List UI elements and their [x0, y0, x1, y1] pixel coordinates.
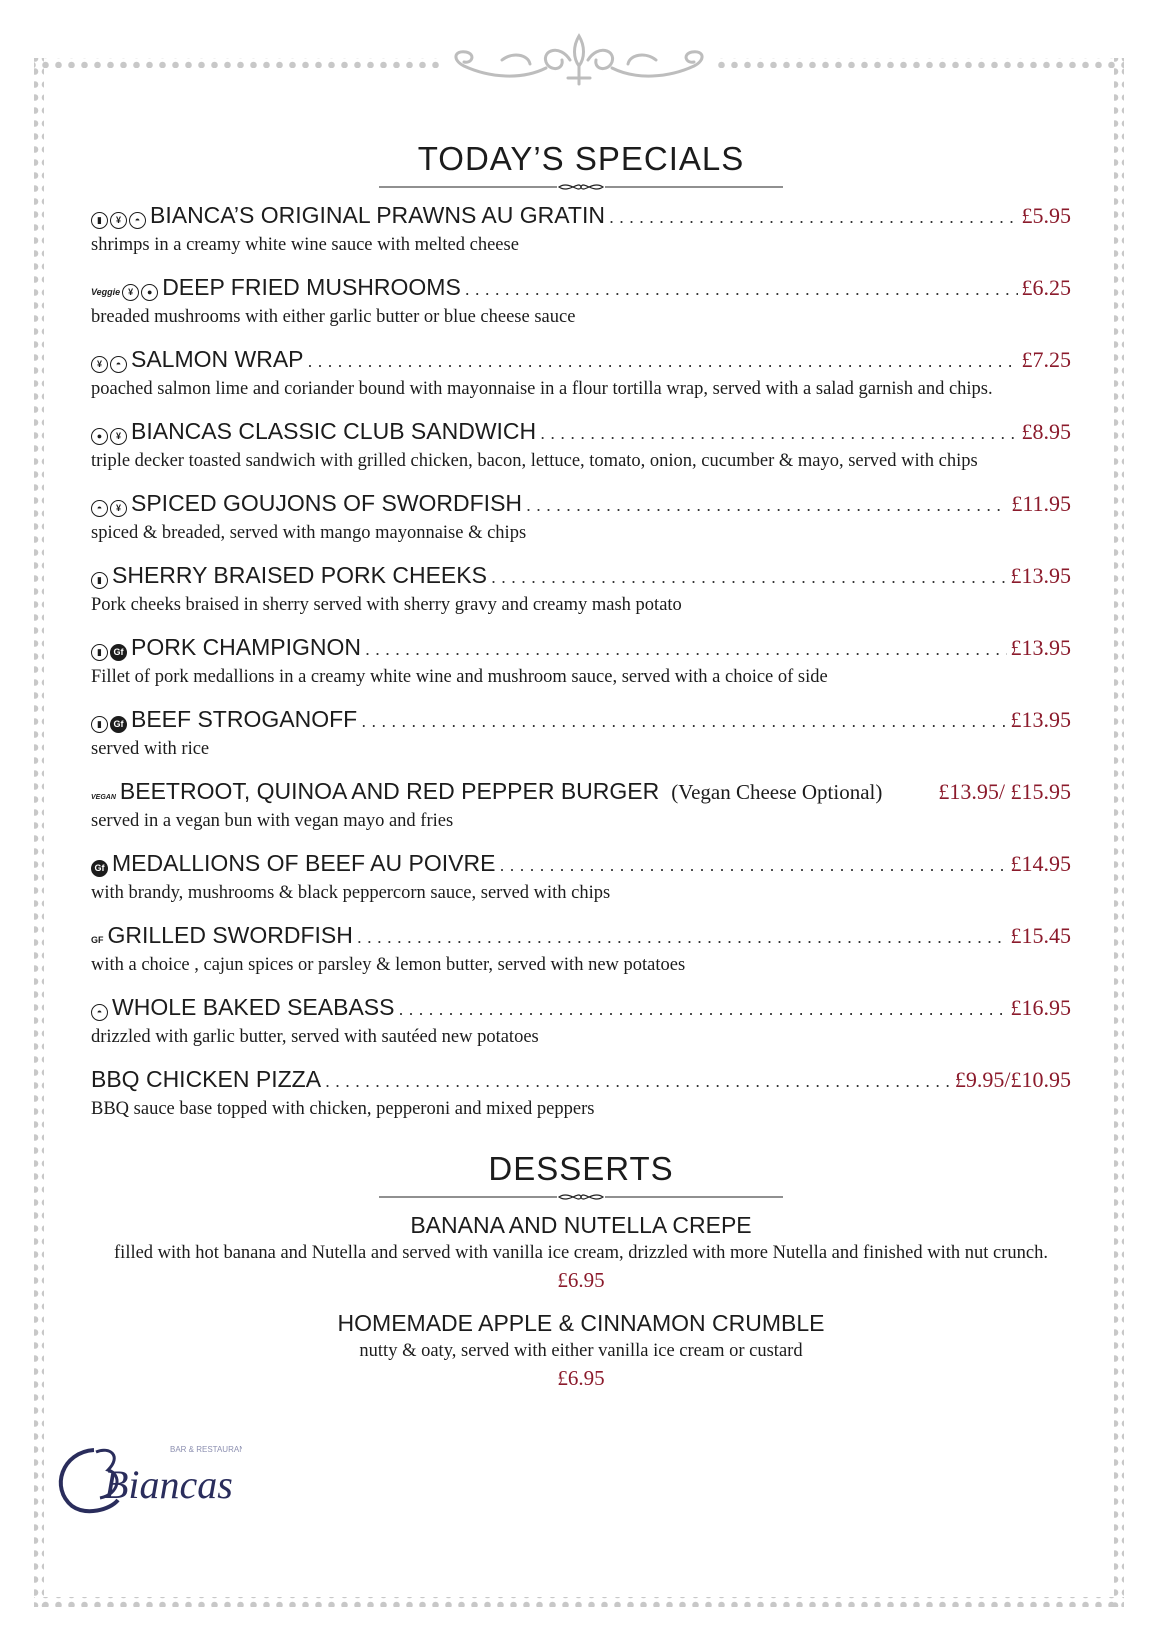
gluten-allergen-icon: ¥	[122, 284, 139, 301]
milk-allergen-icon: ▮	[91, 212, 108, 229]
menu-item-name: BIANCA’S ORIGINAL PRAWNS AU GRATIN	[150, 202, 605, 228]
desserts-title: DESSERTS	[488, 1150, 674, 1187]
menu-item-price: £13.95	[1010, 707, 1071, 732]
menu-item-description: Pork cheeks braised in sherry served with sherry gravy and creamy mash potato	[91, 595, 682, 615]
gluten-allergen-icon: ¥	[110, 500, 127, 517]
menu-item-description: Fillet of pork medallions in a creamy white wine and mushroom sauce, served with a choice of side	[91, 667, 828, 687]
menu-item-description: served with rice	[91, 739, 210, 759]
specials-section	[91, 140, 1071, 1136]
menu-item-name: DEEP FRIED MUSHROOMS	[162, 274, 461, 300]
gluten-free-icon: Gf	[110, 644, 127, 661]
menu-item	[91, 848, 1071, 906]
vegan-icon: VEGAN	[91, 794, 116, 801]
menu-item-price: £7.25	[1021, 347, 1071, 372]
menu-item	[91, 560, 1071, 618]
fish-allergen-icon: ◓	[91, 500, 108, 517]
dot-leader	[361, 706, 1006, 736]
menu-item-price: £15.45	[1010, 923, 1071, 948]
menu-item	[91, 704, 1071, 762]
egg-allergen-icon: ●	[141, 284, 158, 301]
biancas-logo-mark	[52, 1440, 242, 1522]
gluten-free-icon: GF	[91, 935, 104, 945]
menu-item-price: £9.95/£10.95	[954, 1067, 1071, 1092]
gluten-allergen-icon: ¥	[91, 356, 108, 373]
dessert-item	[91, 1210, 1071, 1294]
dessert-item	[91, 1308, 1071, 1392]
menu-item-line	[91, 704, 1071, 736]
dot-leader	[491, 562, 1007, 592]
gluten-allergen-icon: ¥	[110, 428, 127, 445]
menu-item-description: with brandy, mushrooms & black peppercorn sauce, served with chips	[91, 883, 611, 903]
menu-item-line	[91, 416, 1071, 448]
menu-item-line	[91, 776, 1071, 808]
menu-item-price: £5.95	[1021, 203, 1071, 228]
milk-allergen-icon: ▮	[91, 572, 108, 589]
fish-allergen-icon: ◓	[110, 356, 127, 373]
logo-tagline: BAR & RESTAURANT	[170, 1445, 242, 1454]
menu-item-name: BEEF STROGANOFF	[131, 706, 358, 732]
menu-item-description: served in a vegan bun with vegan mayo and fries	[91, 811, 454, 831]
dietary-tags	[91, 500, 127, 517]
menu-item-name: MEDALLIONS OF BEEF AU POIVRE	[112, 850, 496, 876]
menu-item-line	[91, 1064, 1071, 1096]
menu-item	[91, 200, 1071, 258]
menu-item-price: £13.95	[1010, 635, 1071, 660]
menu-item-line	[91, 560, 1071, 592]
specials-title-rule	[379, 180, 783, 194]
menu-item-line	[91, 632, 1071, 664]
dot-leader	[499, 850, 1006, 880]
dot-leader	[357, 922, 1007, 952]
dessert-description: filled with hot banana and Nutella and served with vanilla ice cream, drizzled with more Nutella and finished with nut crunch.	[114, 1243, 1048, 1263]
menu-item-price: £14.95	[1010, 851, 1071, 876]
menu-item	[91, 416, 1071, 474]
menu-item-name: SALMON WRAP	[131, 346, 304, 372]
dessert-price: £6.95	[557, 1366, 605, 1390]
menu-item-description: with a choice , cajun spices or parsley & lemon butter, served with new potatoes	[91, 955, 686, 975]
menu-item-line	[91, 200, 1071, 232]
menu-item	[91, 920, 1071, 978]
menu-item-price: £6.25	[1021, 275, 1071, 300]
dietary-tags	[91, 860, 108, 877]
biancas-logo	[52, 1440, 242, 1522]
menu-item-description: poached salmon lime and coriander bound with mayonnaise in a flour tortilla wrap, served with a salad garnish and chips.	[91, 379, 993, 399]
menu-item-line	[91, 920, 1071, 952]
menu-item-line	[91, 488, 1071, 520]
menu-item-name: WHOLE BAKED SEABASS	[112, 994, 395, 1020]
menu-item-description: triple decker toasted sandwich with grilled chicken, bacon, lettuce, tomato, onion, cucumber & mayo, served with chips	[91, 451, 978, 471]
menu-item	[91, 344, 1071, 402]
dietary-tags	[91, 716, 127, 733]
dessert-description: nutty & oaty, served with either vanilla ice cream or custard	[359, 1341, 803, 1361]
desserts-list	[91, 1210, 1071, 1392]
menu-item-description: breaded mushrooms with either garlic butter or blue cheese sauce	[91, 307, 576, 327]
dessert-price: £6.95	[557, 1268, 605, 1292]
dessert-name: BANANA AND NUTELLA CREPE	[410, 1212, 752, 1238]
dot-leader	[325, 1066, 951, 1096]
dot-leader	[465, 274, 1018, 304]
menu-item-price: £13.95	[1010, 563, 1071, 588]
menu-item	[91, 776, 1071, 834]
menu-item-name: SHERRY BRAISED PORK CHEEKS	[112, 562, 487, 588]
menu-item	[91, 992, 1071, 1050]
menu-item-line	[91, 992, 1071, 1024]
menu-item-description: shrimps in a creamy white wine sauce with melted cheese	[91, 235, 519, 255]
specials-title: TODAY’S SPECIALS	[417, 140, 745, 177]
milk-allergen-icon: ▮	[91, 644, 108, 661]
dietary-tags	[91, 212, 146, 229]
menu-item-price: £8.95	[1021, 419, 1071, 444]
dot-leader	[398, 994, 1006, 1024]
desserts-title-rule	[379, 1190, 783, 1204]
menu-item-price: £13.95/ £15.95	[938, 779, 1071, 804]
header-ornament	[442, 30, 716, 90]
menu-item-note: (Vegan Cheese Optional)	[671, 780, 883, 804]
fish-allergen-icon: ◓	[91, 1004, 108, 1021]
menu-item-price: £11.95	[1011, 491, 1071, 516]
dietary-tags	[91, 572, 108, 589]
dietary-tags	[91, 284, 158, 301]
menu-item-name: PORK CHAMPIGNON	[131, 634, 362, 660]
dietary-tags	[91, 356, 127, 373]
menu-item-name: SPICED GOUJONS OF SWORDFISH	[131, 490, 523, 516]
dietary-tags	[91, 428, 127, 445]
menu-item-description: BBQ sauce base topped with chicken, pepperoni and mixed peppers	[91, 1099, 595, 1119]
menu-item	[91, 272, 1071, 330]
menu-item-name: BBQ CHICKEN PIZZA	[91, 1066, 322, 1092]
dot-leader	[365, 634, 1006, 664]
menu-item-price: £16.95	[1010, 995, 1071, 1020]
gluten-free-icon: Gf	[91, 860, 108, 877]
egg-allergen-icon: ●	[91, 428, 108, 445]
menu-item	[91, 1064, 1071, 1122]
menu-item-name: BIANCAS CLASSIC CLUB SANDWICH	[131, 418, 537, 444]
menu-item	[91, 488, 1071, 546]
milk-allergen-icon: ▮	[91, 716, 108, 733]
logo-wordmark: Biancas	[104, 1462, 233, 1507]
dot-leader	[308, 346, 1018, 376]
dot-leader	[609, 202, 1018, 232]
vegetarian-icon: Veggie	[91, 287, 121, 297]
dietary-tags	[91, 932, 104, 949]
dietary-tags	[91, 644, 127, 661]
menu-item	[91, 632, 1071, 690]
menu-item-name: BEETROOT, QUINOA AND RED PEPPER BURGER	[119, 778, 660, 804]
menu-item-line	[91, 848, 1071, 880]
dessert-name: HOMEMADE APPLE & CINNAMON CRUMBLE	[337, 1310, 825, 1336]
dietary-tags	[91, 1004, 108, 1021]
menu-item-name: GRILLED SWORDFISH	[107, 922, 353, 948]
specials-list	[91, 200, 1071, 1122]
dot-leader	[526, 490, 1007, 520]
menu-item-line	[91, 272, 1071, 304]
gluten-free-icon: Gf	[110, 716, 127, 733]
gluten-allergen-icon: ¥	[110, 212, 127, 229]
menu-item-line	[91, 344, 1071, 376]
menu-item-description: drizzled with garlic butter, served with sautéed new potatoes	[91, 1027, 539, 1047]
menu-item-description: spiced & breaded, served with mango mayonnaise & chips	[91, 523, 527, 543]
dot-leader	[540, 418, 1017, 448]
fish-allergen-icon: ◓	[129, 212, 146, 229]
desserts-section	[91, 1150, 1071, 1406]
dietary-tags	[91, 790, 116, 807]
